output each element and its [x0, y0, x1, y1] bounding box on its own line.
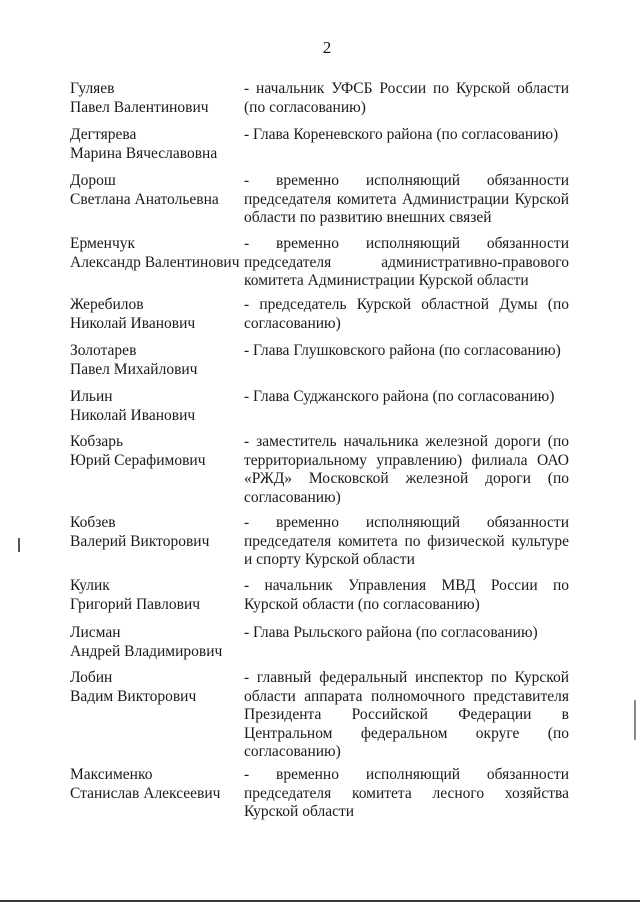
- member-name: [70, 296, 245, 333]
- scan-speck: [18, 538, 20, 552]
- member-position: - временно исполняющий обязанности председателя комитета Администрации Курской области по развитию внешних связей: [244, 172, 569, 226]
- member-position: - заместитель начальника железной дороги (по территориальному управлению) филиала ОАО «РЖД» Московской железной дороги (по согласованию): [244, 433, 569, 506]
- member-name: [70, 624, 245, 661]
- member-name: [70, 235, 245, 272]
- member-position: - Глава Суджанского района (по согласованию): [244, 388, 555, 405]
- member-surname: Дегтярева: [70, 126, 137, 143]
- member-given-names: Григорий Павлович: [70, 595, 201, 613]
- member-given-names: Светлана Анатольевна: [70, 190, 219, 208]
- member-surname: Жеребилов: [70, 296, 144, 313]
- member-given-names: Андрей Владимирович: [70, 642, 223, 660]
- member-position: - временно исполняющий обязанности председателя комитета лесного хозяйства Курской области: [244, 766, 569, 820]
- member-surname: Ерменчук: [70, 235, 136, 252]
- scan-edge-line: [0, 900, 640, 902]
- member-name: [70, 514, 245, 551]
- scan-speck: [634, 700, 636, 740]
- member-surname: Гуляев: [70, 80, 115, 97]
- member-given-names: Павел Валентинович: [70, 98, 209, 116]
- member-position: - начальник УФСБ России по Курской области (по согласованию): [244, 80, 569, 116]
- member-position: - временно исполняющий обязанности председателя административно-правового комитета Администрации Курской области: [244, 235, 569, 289]
- member-surname: Золотарев: [70, 342, 137, 359]
- member-given-names: Валерий Викторович: [70, 532, 210, 550]
- member-surname: Кобзарь: [70, 433, 124, 450]
- member-name: [70, 433, 245, 470]
- member-name: [70, 766, 245, 803]
- member-given-names: Вадим Викторович: [70, 687, 197, 705]
- member-given-names: Юрий Серафимович: [70, 451, 206, 469]
- member-position: - начальник Управления МВД России по Курской области (по согласованию): [244, 577, 569, 613]
- member-given-names: Марина Вячеславовна: [70, 144, 218, 162]
- member-given-names: Станислав Алексеевич: [70, 784, 221, 802]
- member-surname: Кобзев: [70, 514, 116, 531]
- member-position: - Глава Рыльского района (по согласованию): [244, 624, 538, 641]
- member-name: [70, 388, 245, 425]
- member-position: - Глава Глушковского района (по согласованию): [244, 342, 561, 359]
- member-name: [70, 669, 245, 706]
- member-surname: Лисман: [70, 624, 121, 641]
- member-name: [70, 577, 245, 614]
- member-name: [70, 172, 245, 209]
- member-position: - Глава Кореневского района (по согласованию): [244, 126, 559, 143]
- page-number: 2: [322, 38, 332, 57]
- member-position: - временно исполняющий обязанности председателя комитета по физической культуре и спорту Курской области: [244, 514, 569, 568]
- member-given-names: Александр Валентинович: [70, 253, 240, 271]
- member-name: [70, 342, 245, 379]
- member-given-names: Павел Михайлович: [70, 360, 198, 378]
- member-name: [70, 126, 245, 163]
- member-surname: Лобин: [70, 669, 113, 686]
- member-given-names: Николай Иванович: [70, 406, 196, 424]
- member-position: - председатель Курской областной Думы (по согласованию): [244, 296, 569, 332]
- member-surname: Ильин: [70, 388, 113, 405]
- member-surname: Кулик: [70, 577, 110, 594]
- member-position: - главный федеральный инспектор по Курской области аппарата полномочного представителя Президента Российской Федерации в Центральном федеральном округе (по согласованию): [244, 669, 569, 760]
- member-given-names: Николай Иванович: [70, 314, 196, 332]
- member-surname: Максименко: [70, 766, 153, 783]
- member-name: [70, 80, 245, 117]
- member-surname: Дорош: [70, 172, 116, 189]
